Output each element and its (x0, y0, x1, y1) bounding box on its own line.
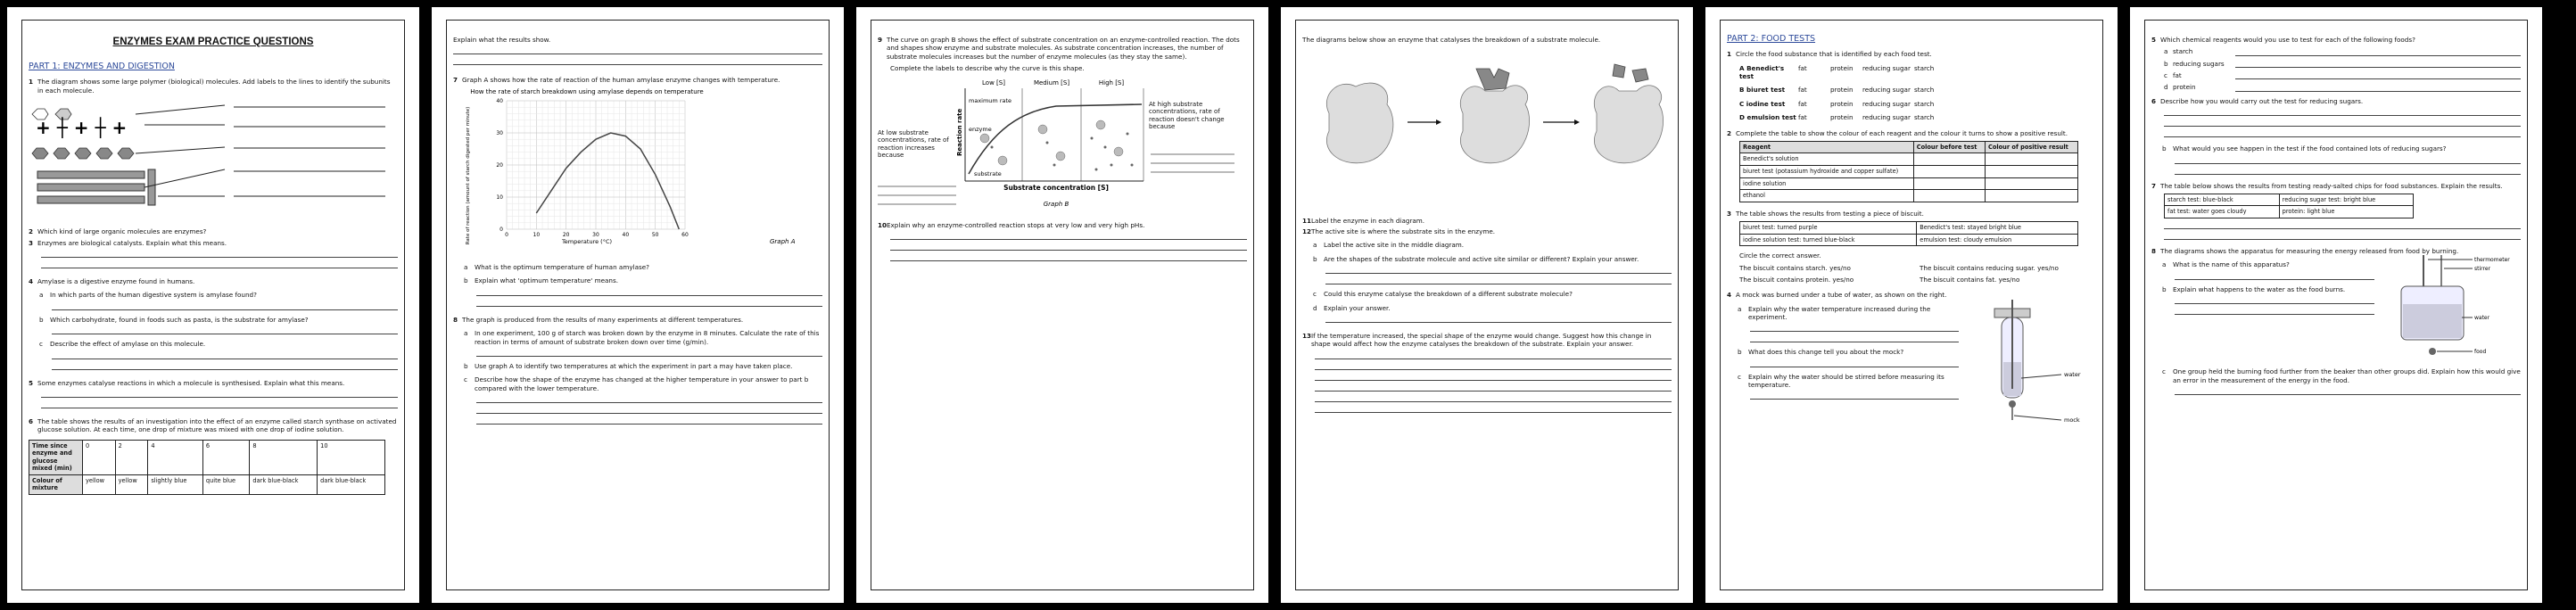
answer-line[interactable] (890, 229, 1247, 240)
question-12a: a Label the active site in the middle diagram. (1313, 241, 1465, 250)
question-8b: b Explain what happens to the water as the food burns. (2162, 284, 2346, 293)
enzyme-label: enzyme (969, 126, 992, 134)
stirrer-label: stirrer (2474, 266, 2490, 273)
question-9: 9 The curve on graph B shows the effect of substrate concentration on an enzyme-controlled reaction. The dots and shapes show enzyme and substrate molecules. As substrate concentration increases, the number of substrate molecules increases but the number of enzyme molecules (as they stay the same). (878, 36, 1240, 61)
food-option[interactable]: starch (1914, 86, 1935, 95)
x-axis-label: Substrate concentration [S] (1003, 184, 1109, 193)
table-row: starch test: blue-black reducing sugar test: bright blue (2165, 194, 2414, 206)
question-3: 3 Enzymes are biological catalysts. Explain what this means. (29, 238, 227, 247)
question-7a: a What is the optimum temperature of human amylase? (464, 263, 649, 272)
table-row: iodine solution (1740, 177, 2078, 190)
food-test-row: C iodine test fat protein reducing sugar starch (1739, 100, 2096, 108)
thermometer-label: thermometer (2474, 257, 2510, 264)
table-row: Colour of mixture yellow yellow slightly blue quite blue dark blue-black dark blue-black (29, 474, 385, 494)
fat-molecule (37, 169, 155, 205)
question-6: 6 The table shows the results of an investigation into the effect of an enzyme called starch synthase on activated glucose solution. At each time, one drop of mixture was mixed with one drop of iodine solution. (29, 416, 397, 434)
answer-line[interactable] (52, 300, 398, 310)
table-row: biuret test: turned purple Benedict's test: stayed bright blue (1740, 222, 2078, 235)
food-option[interactable]: protein (1830, 99, 1854, 108)
answer-line[interactable] (41, 398, 398, 408)
answer-line[interactable] (2164, 127, 2521, 137)
table-row: iodine solution test: turned blue-black emulsion test: cloudy emulsion (1740, 234, 2078, 246)
answer-line[interactable] (2175, 304, 2374, 315)
answer-line[interactable] (2175, 269, 2374, 280)
answer-line[interactable] (2235, 60, 2521, 68)
question-12b: b Are the shapes of the substrate molecule and active site similar or different? Explain your answer. (1313, 254, 1639, 263)
food-item: b reducing sugars (2164, 60, 2521, 68)
answer-line[interactable] (2164, 218, 2521, 229)
water-label: water (2474, 315, 2490, 322)
food-option[interactable]: starch (1914, 99, 1935, 108)
circle-instruction: Circle the correct answer. (1739, 251, 1821, 260)
answer-line[interactable] (52, 359, 398, 370)
table-row: fat test: water goes cloudy protein: light blue (2165, 206, 2414, 218)
graph-title: How the rate of starch breakdown using amylase depends on temperature (470, 87, 704, 95)
answer-line[interactable] (1315, 359, 1672, 370)
y-tick-label: 30 (496, 129, 503, 136)
food-item: a starch (2164, 47, 2521, 55)
question-4c: c Describe the effect of amylase on this molecule. (39, 340, 206, 349)
question-8: 8 The diagrams shows the apparatus for measuring the energy released from food by burning. (2151, 247, 2459, 255)
graph-ticks (496, 98, 689, 238)
biscuit-results-table (1739, 221, 2078, 246)
y-tick-label: 40 (496, 97, 503, 104)
answer-line[interactable] (1750, 389, 1959, 400)
question-8a: a In one experiment, 100 g of starch was broken down by the enzyme in 8 minutes. Calculate the rate of this reaction in terms of amount of substrate broken down over time (g/min). (464, 329, 820, 346)
graph-a (453, 87, 819, 256)
table-header-row: Reagent Colour before test Colour of positive result (1740, 141, 2078, 153)
question-12c: c Could this enzyme catalyse the breakdown of a different substrate molecule? (1313, 290, 1573, 299)
x-tick-label: 20 (562, 231, 570, 238)
y-tick-label: 20 (496, 161, 503, 169)
worksheet-title: ENZYMES EXAM PRACTICE QUESTIONS (112, 37, 314, 47)
question-9-instruction: Complete the labels to describe why the curve is this shape. (890, 64, 1085, 73)
question-7b: b Explain what 'optimum temperature' means. (464, 276, 618, 285)
answer-line[interactable] (1315, 402, 1672, 413)
medium-label: Medium [S] (1033, 79, 1070, 87)
results-table (29, 440, 385, 495)
answer-line[interactable] (476, 403, 822, 414)
graph-label: Graph A (770, 237, 796, 245)
answer-line[interactable] (453, 44, 822, 54)
question-8a: a What is the name of this apparatus? (2162, 260, 2290, 269)
question-13: 13 If the temperature increased, the special shape of the enzyme would change. Suggest how this change in shape would affect how the enzyme catalyses the breakdown of the substrate. Explain your answer. (1302, 331, 1652, 349)
table-row-header: Time since enzyme and glucose mixed (min) (29, 440, 83, 474)
question-4: 4 A mock was burned under a tube of water, as shown on the right. (1727, 291, 1947, 300)
answer-line[interactable] (2235, 47, 2521, 55)
food-option[interactable]: fat (1798, 99, 1807, 108)
foods-list (2164, 47, 2521, 91)
question-2: 2 Complete the table to show the colour of each reagent and the colour it turns to show a positive result. (1727, 128, 2068, 137)
question-1: 1 Circle the food substance that is identified by each food test. (1727, 50, 1932, 59)
question-7: 7 Graph A shows how the rate of reaction of the human amylase enzyme changes with temperature. (453, 76, 780, 85)
y-tick-label: 0 (500, 226, 503, 233)
question-11: 11 Label the enzyme in each diagram. (1302, 216, 1425, 225)
mock-label: mock (2064, 416, 2080, 424)
food-option[interactable]: starch (1914, 113, 1935, 122)
page-5 (1705, 7, 2118, 603)
part-heading: PART 1: ENZYMES AND DIGESTION (29, 61, 175, 71)
statement[interactable]: The biscuit contains starch. yes/no (1739, 263, 1851, 272)
food-test-list (1739, 64, 2096, 122)
yes-no-statements (1739, 264, 2096, 284)
food-option[interactable]: protein (1830, 86, 1854, 95)
x-axis-label: Temperature (°C) (561, 237, 613, 245)
question-1: 1 The diagram shows some large polymer (biological) molecules. Add labels to the lines to identify the subunits in each molecule. (29, 78, 391, 95)
question-4a: a Explain why the water temperature increased during the experiment. (1738, 304, 1931, 321)
answer-line[interactable] (2164, 116, 2521, 127)
x-tick-label: 60 (681, 231, 689, 238)
svg-text:+ ┼ + ┼ +: + ┼ + ┼ + (36, 117, 128, 138)
question-5: 5 Some enzymes catalyse reactions in which a molecule is synthesised. Explain what this means. (29, 378, 345, 387)
page-6 (2130, 7, 2542, 603)
explain-results: Explain what the results show. (453, 36, 551, 44)
low-label: Low [S] (982, 79, 1005, 87)
answer-line[interactable] (41, 258, 398, 268)
left-annotation: At low substrate concentrations, rate of reaction increases because (878, 129, 949, 160)
answer-line[interactable] (2175, 384, 2521, 395)
food-label: food (2474, 349, 2487, 356)
table-row: biuret test (potassium hydroxide and copper sulfate) (1740, 165, 2078, 177)
question-8b: b Use graph A to identify two temperatures at which the experiment in part a may have taken place. (464, 361, 793, 370)
answer-line[interactable] (2175, 164, 2521, 175)
statement[interactable]: The biscuit contains reducing sugar. yes/no (1920, 263, 2059, 272)
y-axis-label: Rate of reaction (amount of starch digested per minute) (466, 106, 471, 244)
answer-line[interactable] (1325, 274, 1672, 284)
answer-line[interactable] (1750, 357, 1959, 367)
food-option[interactable]: protein (1830, 63, 1854, 72)
food-option[interactable]: reducing sugar (1862, 113, 1911, 122)
question-4b: b Which carbohydrate, found in foods such as pasta, is the substrate for amylase? (39, 315, 309, 324)
answer-line[interactable] (1315, 381, 1672, 392)
food-option[interactable]: reducing sugar (1862, 99, 1911, 108)
answer-line[interactable] (2175, 153, 2521, 164)
answer-line[interactable] (2235, 83, 2521, 91)
maximum-rate-label: maximum rate (969, 97, 1012, 105)
food-option[interactable]: fat (1798, 113, 1807, 122)
answer-line[interactable] (41, 247, 398, 258)
table-row: Time since enzyme and glucose mixed (min) 0 2 4 6 8 10 (29, 440, 385, 474)
hexagon-chain (32, 148, 134, 159)
x-tick-label: 0 (505, 231, 508, 238)
food-option[interactable]: fat (1798, 63, 1807, 72)
high-label: High [S] (1098, 79, 1125, 87)
answer-line[interactable] (476, 392, 822, 403)
intro-text: The diagrams below show an enzyme that catalyses the breakdown of a substrate molecule. (1302, 36, 1601, 44)
answer-line[interactable] (2235, 71, 2521, 79)
answer-line[interactable] (476, 346, 822, 357)
page-2 (432, 7, 844, 603)
food-option[interactable]: protein (1830, 113, 1854, 122)
answer-line[interactable] (52, 349, 398, 359)
question-6: 6 Describe how you would carry out the test for reducing sugars. (2151, 96, 2364, 105)
question-6b: b What would you see happen in the test if the food contained lots of reducing sugars? (2162, 144, 2447, 153)
food-option[interactable]: starch (1914, 63, 1935, 72)
page-4 (1281, 7, 1693, 603)
reagent-table (1739, 141, 2078, 202)
food-test-row: B biuret test fat protein reducing sugar starch (1739, 86, 2096, 94)
question-8c: c Describe how the shape of the enzyme has changed at the higher temperature in your answer to part b compared with the lower temperature. (464, 375, 809, 392)
answer-line[interactable] (1325, 263, 1672, 274)
question-4b: b What does this change tell you about the mock? (1738, 348, 1904, 357)
table-row: Benedict's solution (1740, 153, 2078, 166)
answer-line[interactable] (890, 240, 1247, 251)
question-3: 3 The table shows the results from testing a piece of biscuit. (1727, 209, 1924, 218)
answer-line[interactable] (1315, 370, 1672, 381)
food-option[interactable]: reducing sugar (1862, 63, 1911, 72)
rate-curve (969, 104, 1142, 174)
answer-line[interactable] (2164, 105, 2521, 116)
question-8: 8 The graph is produced from the results of many experiments at different temperatures. (453, 315, 744, 324)
question-12d: d Explain your answer. (1313, 303, 1391, 312)
boiling-tube-diagram (1959, 300, 2093, 433)
food-item: d protein (2164, 83, 2521, 91)
food-option[interactable]: fat (1798, 86, 1807, 95)
question-4: 4 Amylase is a digestive enzyme found in humans. (29, 277, 195, 286)
calorimeter-diagram (2374, 255, 2517, 362)
answer-line[interactable] (1315, 349, 1672, 359)
question-4a: a In which parts of the human digestive system is amylase found? (39, 291, 257, 300)
label-lines (136, 105, 385, 196)
answer-line[interactable] (476, 296, 822, 307)
water-label: water (2064, 370, 2081, 378)
table-row-header: Colour of mixture (29, 474, 83, 494)
answer-line[interactable] (476, 285, 822, 296)
part-heading: PART 2: FOOD TESTS (1727, 34, 1816, 44)
x-tick-label: 10 (533, 231, 541, 238)
enzyme-diagrams (1302, 51, 1668, 211)
answer-line[interactable] (1750, 332, 1959, 342)
x-tick-label: 30 (592, 231, 599, 238)
food-test-row: D emulsion test fat protein reducing sugar starch (1739, 113, 2096, 121)
polymer-diagram (29, 98, 385, 223)
table-row: ethanol (1740, 190, 2078, 202)
page-3 (856, 7, 1268, 603)
answer-line[interactable] (890, 251, 1247, 261)
question-5: 5 Which chemical reagents would you use to test for each of the following foods? (2151, 36, 2415, 44)
answer-line[interactable] (1325, 312, 1672, 323)
answer-line[interactable] (2164, 229, 2521, 240)
question-2: 2 Which kind of large organic molecules are enzymes? (29, 227, 207, 236)
food-item: c fat (2164, 71, 2521, 79)
answer-line[interactable] (41, 387, 398, 398)
answer-line[interactable] (453, 54, 822, 65)
answer-line[interactable] (1750, 321, 1959, 332)
question-10: 10 Explain why an enzyme-controlled reaction stops at very low and very high pHs. (878, 220, 1145, 229)
graph-b (878, 76, 1243, 210)
x-tick-label: 50 (651, 231, 659, 238)
y-tick-label: 10 (496, 194, 503, 201)
chips-results-table (2164, 194, 2414, 218)
question-4c: c Explain why the water should be stirred before measuring its temperature. (1738, 372, 1944, 390)
y-axis-label: Reaction rate (956, 109, 963, 157)
page-1 (7, 7, 419, 603)
food-test-row: A Benedict's test fat protein reducing sugar starch (1739, 64, 2096, 81)
answer-line[interactable] (2175, 293, 2374, 304)
graph-label: Graph B (1043, 201, 1069, 209)
statement[interactable]: The biscuit contains protein. yes/no (1739, 275, 1854, 284)
right-annotation: At high substrate concentrations, rate of reaction doesn't change because (1149, 101, 1225, 131)
answer-line[interactable] (52, 324, 398, 334)
question-12: 12 The active site is where the substrate sits in the enzyme. (1302, 227, 1496, 236)
food-option[interactable]: reducing sugar (1862, 86, 1911, 95)
answer-line[interactable] (476, 414, 822, 425)
answer-line[interactable] (1315, 392, 1672, 402)
substrate-label: substrate (974, 170, 1002, 178)
question-8c: c One group held the burning food further from the beaker than other groups did. Explain how this would give an error in the measurement of the energy in the food. (2162, 367, 2521, 384)
statement[interactable]: The biscuit contains fat. yes/no (1920, 275, 2020, 284)
x-tick-label: 40 (622, 231, 630, 238)
question-7: 7 The table below shows the results from testing ready-salted chips for food substances. Explain the results. (2151, 181, 2503, 190)
graph-grid (507, 101, 685, 229)
